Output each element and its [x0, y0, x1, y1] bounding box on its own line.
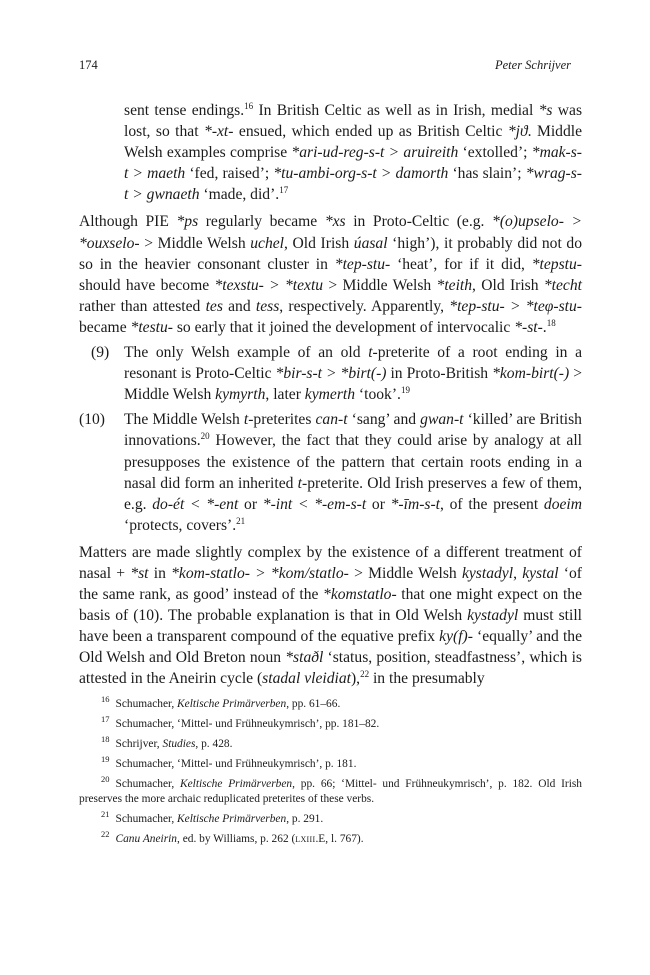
example-9: (9) The only Welsh example of an old t-preterite of a root ending in a resonant is Proto-Celtic *bir-s-t > *birt(-) in Proto-British *kom-birt(-) > Middle Welsh kymyrth, later kymerth ‘took’.$^{19}$ [91, 344, 583, 404]
footnote-21: $^{21}$ Schumacher, Keltische Primärverben, p. 291. [101, 809, 324, 826]
running-head [79, 58, 571, 78]
footnote-20: $^{20}$ Schumacher, Keltische Primärverben, pp. 66; ‘Mittel- und Frühneukymrisch’, p. 182. Old Irish preserves the more archaic reduplicated preterites of these verbs. [79, 774, 582, 806]
footnote-ref-20[interactable]: 20 [200, 431, 210, 442]
paragraph: Although PIE *ps regularly became *xs in Proto-Celtic (e.g. *(o)upselo- > *ouxselo- > Middle Welsh uchel, Old Irish úasal ‘high’), it probably did not do so in the heavier consonant cluster in *tep-stu- ‘heat’, for if it did, *tepstu- should have become *texstu- > *textu > Middle Welsh *teith, Old Irish *techt rather than attested tes and tess, respectively. Apparently, *tep-stu- > *teφ-stu- became *testu- so early that it joined the development of intervocalic *-st-.$^{18}$ [79, 213, 583, 336]
example-number: (10) [79, 411, 105, 429]
example-number: (9) [91, 344, 110, 362]
footnote-17: $^{17}$ Schumacher, ‘Mittel- und Frühneukymrisch’, pp. 181–82. [101, 714, 380, 730]
footnote-16: $^{16}$ Schumacher, Keltische Primärverben, pp. 61–66. [101, 694, 341, 710]
footnote-ref-22[interactable]: 22 [360, 669, 370, 680]
running-head-author: Peter Schrijver [494, 58, 571, 72]
example-10: (10) The Middle Welsh t-preterites can-t ‘sang’ and gwan-t ‘killed’ are British innovations.$^{20}$ However, the fact that they could arise by analogy at all presupposes the existence of the pattern that certain roots ending in a nasal did form an inherited t-preterite. Old Irish preserves a few of them, e.g. do-ét < *-ent or *-int < *-em-s-t or *-īm-s-t, of the present doeim ‘protects, covers’.$^{21}$ [79, 411, 583, 534]
footnote-18: $^{18}$ Schrijver, Studies, p. 428. [101, 734, 233, 750]
footnote-19: $^{19}$ Schumacher, ‘Mittel- und Frühneukymrisch’, p. 181. [101, 754, 357, 770]
footnote-ref-17[interactable]: 17 [279, 185, 289, 196]
footnotes [79, 694, 582, 852]
footnote-ref-16[interactable]: 16 [244, 100, 254, 111]
footnote-ref-18[interactable]: 18 [546, 317, 556, 328]
page-number: 174 [79, 58, 98, 72]
footnote-22: $^{22}$ Canu Aneirin, ed. by Williams, p. 262 (lxiii.E, l. 767). [101, 829, 364, 845]
main-text [79, 100, 582, 690]
footnote-ref-19[interactable]: 19 [400, 385, 410, 396]
quote-continuation: sent tense endings.$^{16}$ In British Celtic as well as in Irish, medial *s was lost, so that *-xt- ensued, which ended up as British Celtic *jϑ. Middle Welsh examples comprise *ari-ud-reg-s-t > aruireith ‘extolled’; *mak-s-t > maeth ‘fed, raised’; *tu-ambi-org-s-t > damorth ‘has slain’; *wrag-s-t > gwnaeth ‘made, did’.$^{17}$ [124, 100, 583, 204]
footnote-ref-21[interactable]: 21 [236, 515, 246, 526]
paragraph: Matters are made slightly complex by the existence of a different treatment of nasal + *st in *kom-statlo- > *kom/statlo- > Middle Welsh kystadyl, kystal ‘of the same rank, as good’ instead of the *komstatlo- that one might expect on the basis of (10). The probable explanation is that in Old Welsh kystadyl must still have been a transparent compound of the equative prefix ky(f)- ‘equally’ and the Old Welsh and Old Breton noun *staðl ‘status, position, steadfastness’, which is attested in the Aneirin cycle (stadal vleidiat),$^{22}$ in the presumably [79, 543, 583, 688]
